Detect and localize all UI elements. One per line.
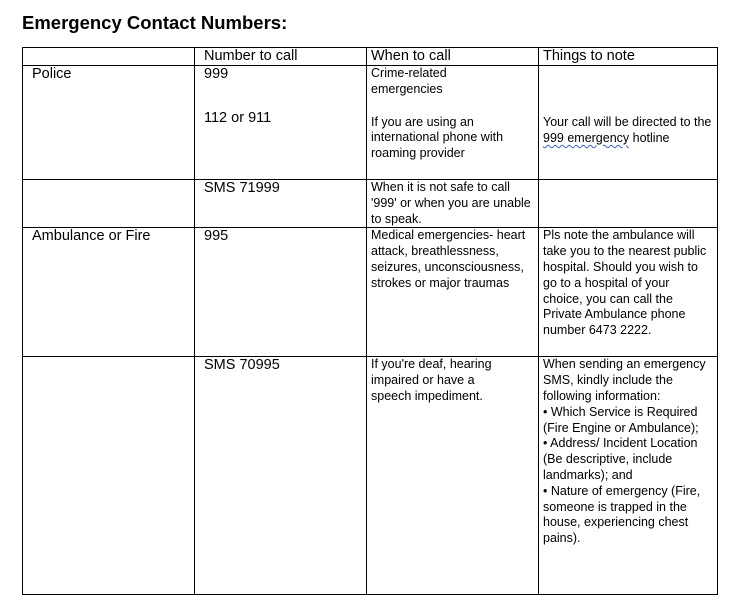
header-number-to-call: Number to call (195, 48, 367, 66)
empty-cell (23, 357, 195, 595)
service-label: Police (32, 66, 72, 82)
sms-bullet-service: • Which Service is Required (Fire Engine or Ambulance); (543, 404, 699, 435)
empty-cell (23, 180, 195, 228)
police-when-999: Crime-related emergencies (371, 66, 447, 96)
emergency-contacts-table (22, 47, 718, 595)
ambulance-when-995 (367, 228, 539, 357)
police-number-112-911: 112 or 911 (204, 110, 272, 126)
ambulance-note-995 (539, 228, 718, 357)
page-title: Emergency Contact Numbers: (22, 12, 288, 33)
table-row-police (23, 66, 718, 180)
police-number-999: 999 (204, 66, 229, 82)
police-numbers (195, 66, 367, 180)
ambulance-when-sms-text: If you're deaf, hearing impaired or have a speech impediment. (371, 357, 492, 403)
service-ambulance-fire: Ambulance or Fire (23, 228, 195, 357)
sms-bullet-address: • Address/ Incident Location (Be descriptive, include landmarks); and (543, 436, 698, 482)
police-when-sms-text: When it is not safe to call '999' or when you are unable to speak. (371, 180, 531, 226)
table-row-ambulance (23, 228, 718, 357)
police-note (539, 66, 718, 180)
police-when-sms (367, 180, 539, 228)
ambulance-when-sms (367, 357, 539, 595)
service-police (23, 66, 195, 180)
note-text-post: hotline (629, 130, 670, 145)
header-service (23, 48, 195, 66)
empty-cell (539, 180, 718, 228)
table-header-row (23, 48, 718, 66)
header-things-to-note: Things to note (539, 48, 718, 66)
sms-bullet-nature: • Nature of emergency (Fire, someone is trapped in the house, experiencing chest pains). (543, 483, 701, 546)
ambulance-number-995: 995 (195, 228, 367, 357)
police-number-sms: SMS 71999 (195, 180, 367, 228)
table-row-ambulance-sms (23, 357, 718, 595)
note-text-pre: Your call will be directed to the (543, 115, 712, 129)
header-when-to-call: When to call (367, 48, 539, 66)
police-when-international: If you are using an international phone with roaming provider (371, 114, 504, 161)
table-row-police-sms (23, 180, 718, 228)
note-text-underlined: 999 emergency (543, 130, 630, 145)
ambulance-number-sms: SMS 70995 (195, 357, 367, 595)
police-note-text (543, 115, 715, 147)
ambulance-note-sms (539, 357, 718, 595)
police-when (367, 66, 539, 180)
ambulance-when-995-text: Medical emergencies- heart attack, breathlessness, seizures, unconsciousness, strokes or major traumas (371, 228, 526, 290)
ambulance-note-995-text: Pls note the ambulance will take you to the nearest public hospital. Should you wish to go to a hospital of your choice, you can call the Private Ambulance phone number 6473 2222. (543, 228, 707, 338)
sms-note-intro: When sending an emergency SMS, kindly include the following information: (543, 357, 706, 403)
